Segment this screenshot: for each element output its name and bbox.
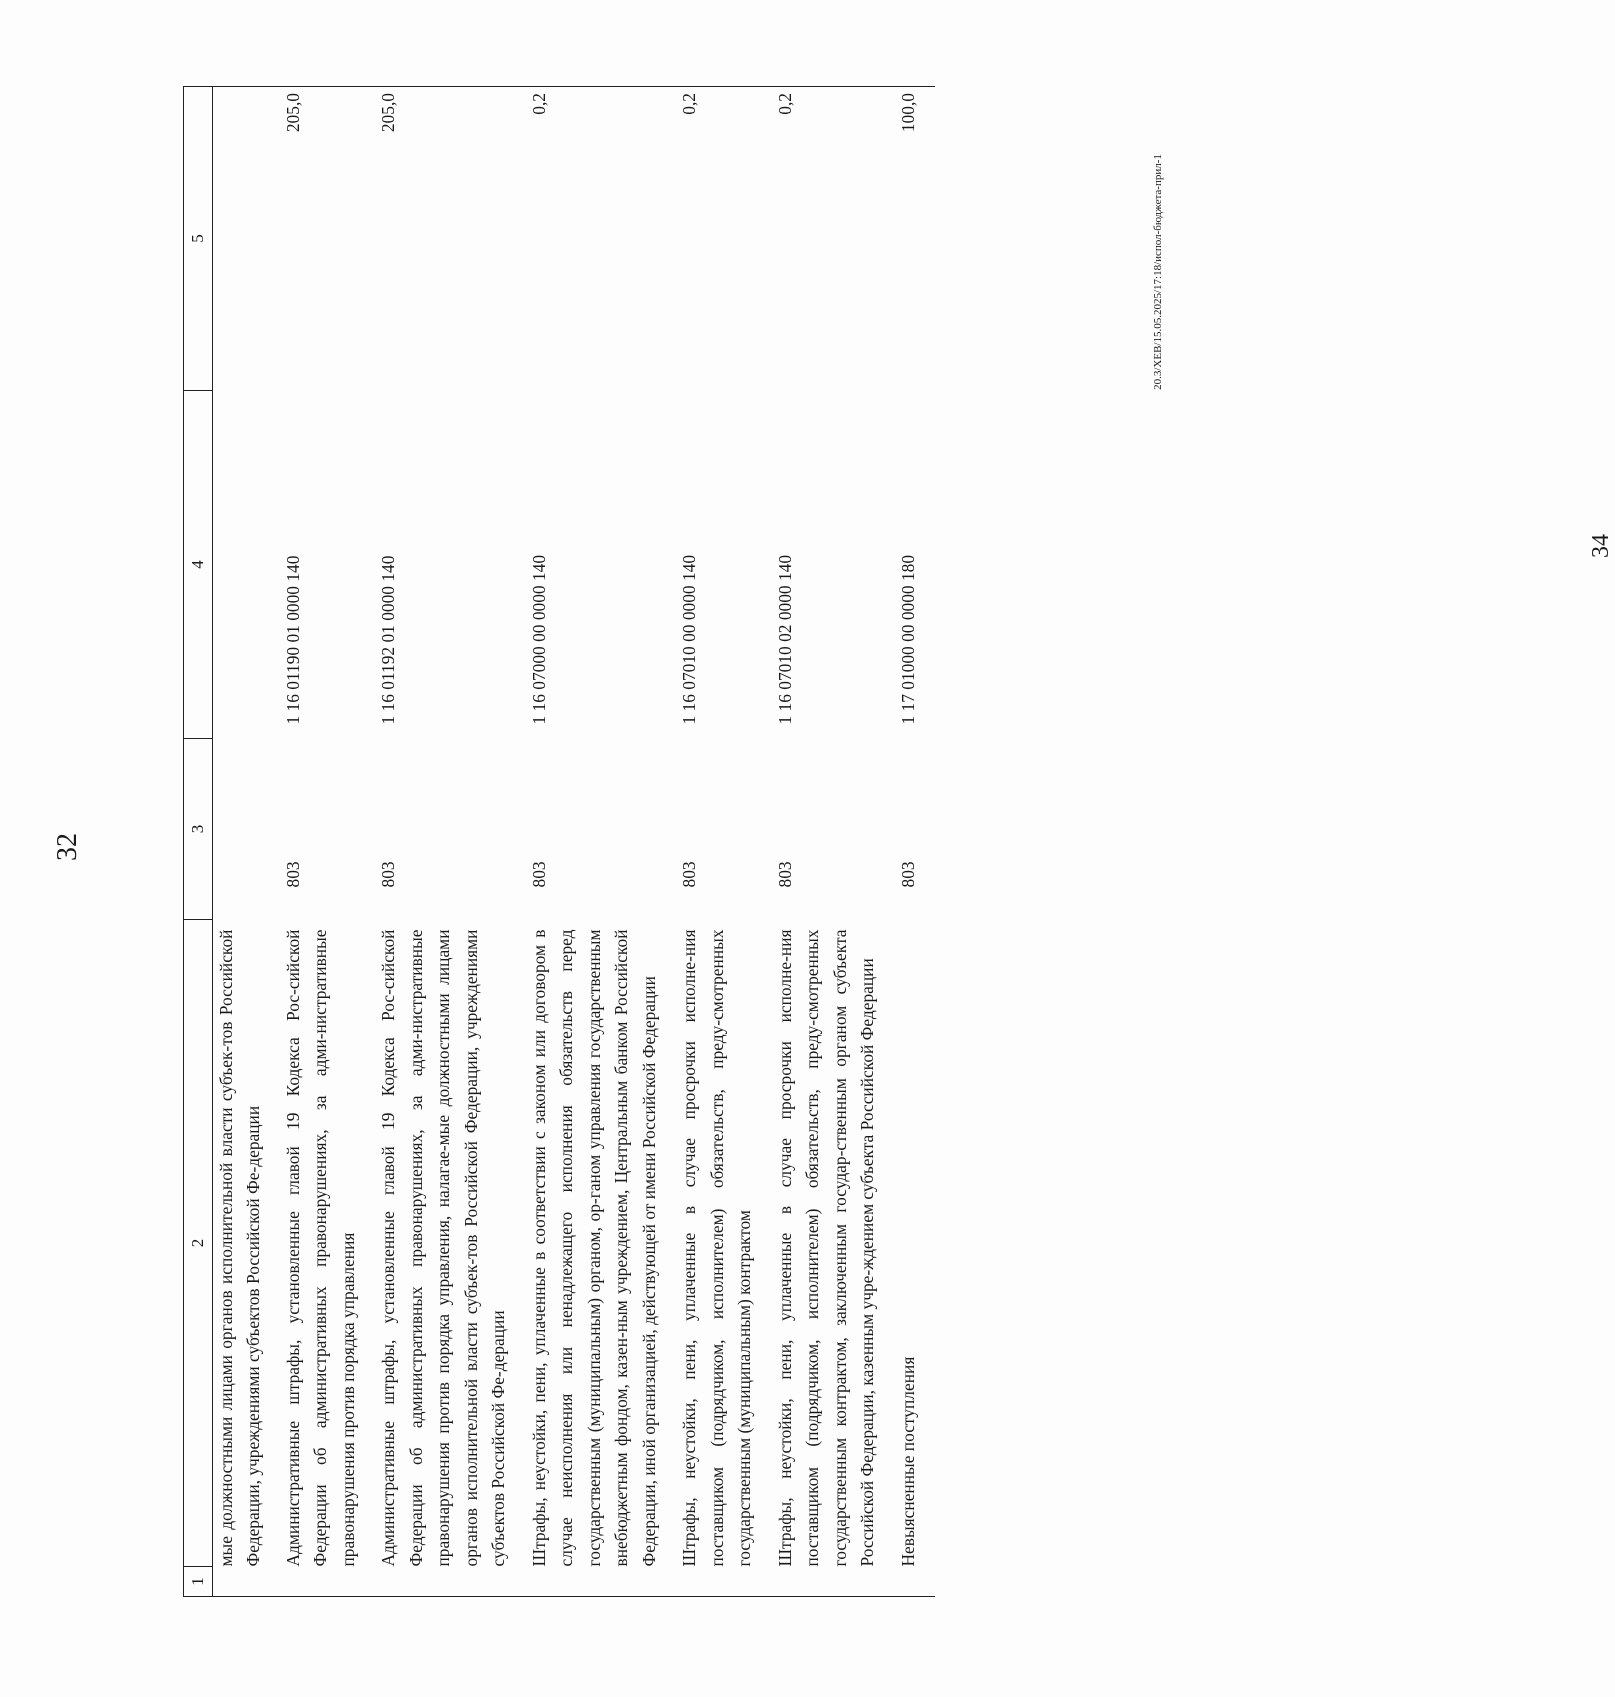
amount-cell — [212, 87, 280, 391]
amount-cell: 100,0 — [895, 87, 936, 391]
table-row — [772, 87, 895, 1597]
revenue-table — [183, 86, 935, 1597]
amount-cell: 0,2 — [526, 87, 677, 391]
table-row — [895, 87, 936, 1597]
admin-code-cell: 803 — [282, 861, 303, 888]
page-number: 32 — [52, 833, 83, 861]
admin-code-cell: 803 — [528, 861, 549, 888]
description-cell: мые должностными лицами органов исполнительной власти субъек-тов Российской Федерации, учреждениями субъектов Российской Фе-дерации — [215, 929, 263, 1567]
header-col-5: 5 — [184, 87, 213, 391]
header-col-2: 2 — [184, 920, 213, 1567]
amount-cell: 205,0 — [280, 87, 376, 391]
description-cell: Невыясненные поступления — [897, 1356, 918, 1567]
sheet-number: 34 — [1588, 534, 1614, 558]
row-number-cell — [895, 1567, 936, 1597]
description-cell: Штрафы, неустойки, пени, уплаченные в случае просрочки исполне-ния поставщиком (подрядчиком, исполнителем) обязательств, преду-смотренных государственным (муниципальным) контрактом — [679, 929, 754, 1567]
description-cell: Штрафы, неустойки, пени, уплаченные в соответствии с законом или договором в случае неисполнения или ненадлежащего исполнения обязательств перед государственным (муниципальным) органом, ор-ганом управления государственным внебюджетным фондом, казен-ным учреждением, Центральным банком Российской Федерации, иной организацией, действующей от имени Российской Федерации — [528, 929, 659, 1567]
admin-code-cell: 803 — [774, 861, 795, 888]
admin-code-cell: 803 — [378, 861, 398, 888]
kbk-code-cell: 1 16 07010 00 0000 140 — [679, 554, 699, 725]
kbk-code-cell: 1 17 01000 00 0000 180 — [897, 554, 918, 725]
table-row — [526, 87, 677, 1597]
row-number-cell — [676, 1567, 772, 1597]
row-number-cell — [526, 1567, 677, 1597]
description-cell: Штрафы, неустойки, пени, уплаченные в случае просрочки исполне-ния поставщиком (подрядчиком, исполнителем) обязательств, преду-смотренных государственным контрактом, заключенным государ-ственным органом субъекта Российской Федерации, казенным учре-ждением субъекта Российской Федерации — [774, 929, 877, 1567]
kbk-code-cell: 1 16 01190 01 0000 140 — [282, 555, 303, 725]
admin-code-cell: 803 — [679, 861, 699, 888]
table-row — [212, 87, 280, 1597]
header-col-4: 4 — [184, 391, 213, 739]
description-cell: Административные штрафы, установленные главой 19 Кодекса Рос-сийской Федерации об административных правонарушениях, за адми-нистративные правонарушения против порядка управления, налагае-мые должностными лицами органов исполнительной власти субъек-тов Российской Федерации, учреждениями субъектов Российской Фе-дерации — [378, 929, 508, 1567]
amount-cell: 205,0 — [375, 87, 526, 391]
kbk-code-cell: 1 16 07010 02 0000 140 — [774, 554, 795, 725]
amount-cell: 0,2 — [676, 87, 772, 391]
table-row — [375, 87, 526, 1597]
row-number-cell — [772, 1567, 895, 1597]
table-row — [280, 87, 376, 1597]
amount-cell: 0,2 — [772, 87, 895, 391]
header-col-1: 1 — [184, 1567, 213, 1597]
row-number-cell — [212, 1567, 280, 1597]
row-number-cell — [375, 1567, 526, 1597]
kbk-code-cell: 1 16 07000 00 0000 140 — [528, 554, 549, 725]
description-cell: Административные штрафы, установленные главой 19 Кодекса Рос-сийской Федерации об административных правонарушениях, за адми-нистративные правонарушения против порядка управления — [282, 929, 358, 1567]
document-footer-code: 20.3/XEB/15.05.2025/17:18/испол-бюджета-прил-1 — [1152, 154, 1164, 390]
header-col-3: 3 — [184, 739, 213, 920]
kbk-code-cell: 1 16 01192 01 0000 140 — [378, 555, 398, 725]
table-row — [676, 87, 772, 1597]
admin-code-cell: 803 — [897, 861, 918, 888]
kbk-code-cell — [212, 391, 280, 739]
admin-code-cell — [212, 739, 280, 920]
table-header-row — [184, 87, 213, 1597]
row-number-cell — [280, 1567, 376, 1597]
